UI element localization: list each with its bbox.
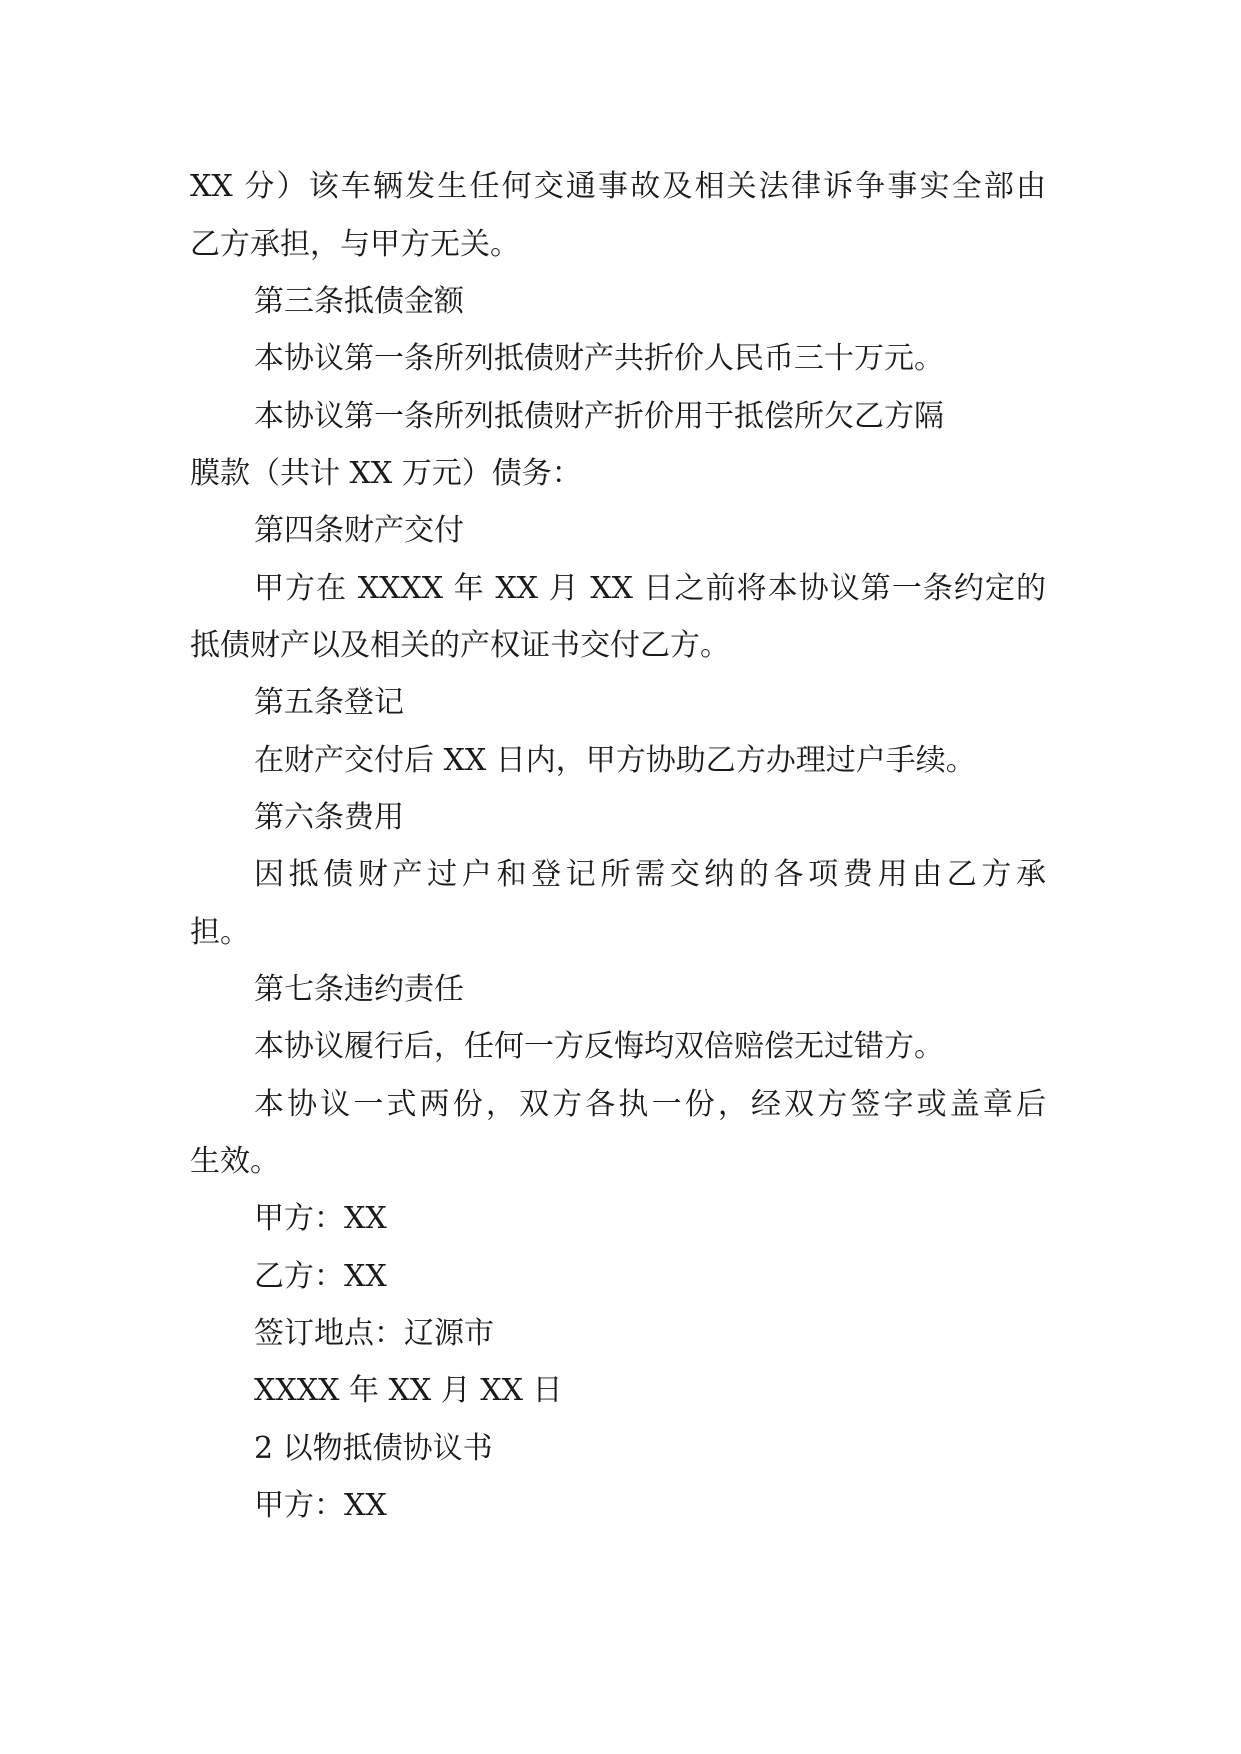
paragraph-line: XX 分）该车辆发生任何交通事故及相关法律诉争事实全部由 xyxy=(190,169,1046,204)
paragraph-line: 本协议第一条所列抵债财产折价用于抵偿所欠乙方隔 xyxy=(254,399,944,434)
paragraph-line: 本协议一式两份，双方各执一份，经双方签字或盖章后 xyxy=(254,1087,1046,1122)
date-line: XXXX 年 XX 月 XX 日 xyxy=(254,1373,563,1408)
paragraph-line: 因抵债财产过户和登记所需交纳的各项费用由乙方承 xyxy=(254,857,1046,892)
paragraph-line: 生效。 xyxy=(190,1144,280,1179)
paragraph-line: 本协议第一条所列抵债财产共折价人民币三十万元。 xyxy=(254,341,944,376)
paragraph-line: 甲方在 XXXX 年 XX 月 XX 日之前将本协议第一条约定的 xyxy=(254,571,1046,606)
paragraph-line: 担。 xyxy=(190,915,250,950)
party-b-line: 乙方：XX xyxy=(254,1259,387,1294)
document-title-line: 2 以物抵债协议书 xyxy=(254,1431,493,1466)
paragraph-line: 本协议履行后，任何一方反悔均双倍赔偿无过错方。 xyxy=(254,1029,944,1064)
section-heading: 第三条抵债金额 xyxy=(254,284,464,319)
signing-place-line: 签订地点：辽源市 xyxy=(254,1316,494,1351)
section-heading: 第四条财产交付 xyxy=(254,513,464,548)
section-heading: 第七条违约责任 xyxy=(254,972,464,1007)
paragraph-line: 乙方承担，与甲方无关。 xyxy=(190,227,520,262)
section-heading: 第五条登记 xyxy=(254,685,404,720)
paragraph-line: 在财产交付后 XX 日内，甲方协助乙方办理过户手续。 xyxy=(254,743,976,778)
section-heading: 第六条费用 xyxy=(254,800,404,835)
party-a-line: 甲方：XX xyxy=(254,1488,387,1523)
paragraph-line: 膜款（共计 XX 万元）债务： xyxy=(190,456,582,491)
party-a-line: 甲方：XX xyxy=(254,1201,387,1236)
paragraph-line: 抵债财产以及相关的产权证书交付乙方。 xyxy=(190,628,730,663)
